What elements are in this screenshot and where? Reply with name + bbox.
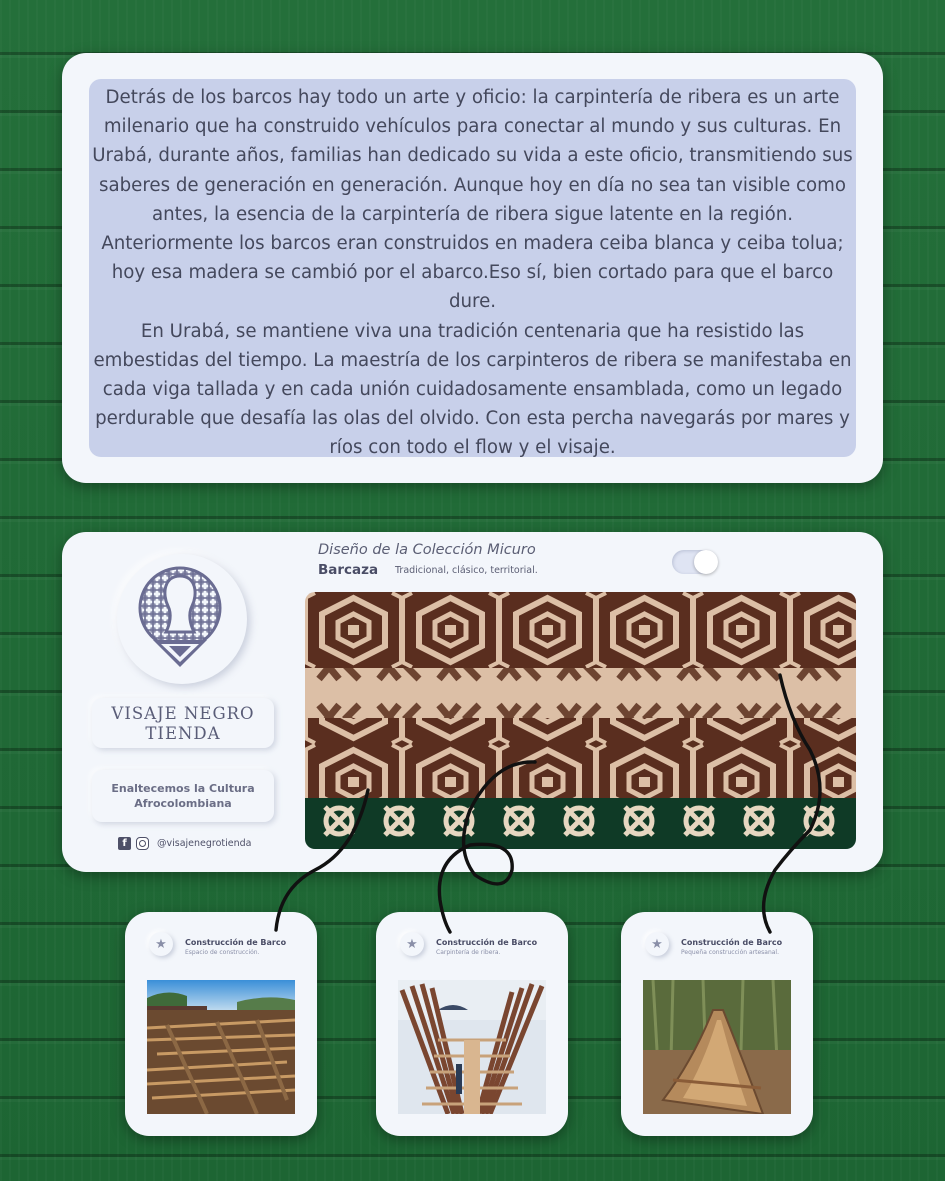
thumbnail-title: Construcción de Barco — [185, 938, 287, 947]
star-icon[interactable]: ★ — [149, 932, 173, 956]
thumbnail-subtitle: Pequeña construcción artesanal. — [681, 949, 779, 956]
social-links — [118, 837, 252, 850]
intro-paragraph-1: Detrás de los barcos hay todo un arte y oficio: la carpintería de ribera es un arte milenario que ha construido vehículos para conectar al mundo y sus culturas. En Urabá, durante años, familias han dedicado su vida a este oficio, transmitiendo sus saberes de generación en generación. Aunque hoy en día no sea tan visible como antes, la esencia de la carpintería de ribera sigue latente en la región. Anteriormente los barcos eran construidos en madera ceiba blanca y ceiba tolua; hoy esa madera se cambió por el abarco.Eso sí, bien cortado para que el barco dure. — [92, 87, 853, 313]
thumbnail-card-2[interactable] — [376, 912, 568, 1136]
thumbnail-subtitle: Espacio de construcción. — [185, 949, 260, 956]
intro-paragraph-2: En Urabá, se mantiene viva una tradición centenaria que ha resistido las embestidas del tiempo. La maestría de los carpinteros de ribera se manifestaba en cada viga tallada y en cada unión cuidadosamente ensamblada, como un legado perdurable que desafía las olas del olvido. Con esta percha navegarás por mares y ríos con todo el flow y el visaje. — [93, 320, 852, 459]
facebook-icon[interactable]: f — [118, 837, 131, 850]
thumbnail-card-3[interactable] — [621, 912, 813, 1136]
brand-name: VISAJE NEGRO TIENDA — [111, 704, 255, 743]
intro-card — [62, 53, 883, 483]
star-icon[interactable]: ★ — [645, 932, 669, 956]
collection-title: Diseño de la Colección Micuro — [318, 542, 536, 558]
tagline-box — [92, 770, 274, 822]
thumbnail-title: Construcción de Barco — [436, 938, 538, 947]
collection-card — [62, 532, 883, 872]
instagram-icon[interactable] — [136, 837, 149, 850]
canoe-photo — [643, 980, 791, 1114]
collection-toggle[interactable] — [672, 550, 718, 574]
brand-logo — [117, 554, 247, 684]
barcaza-pattern-image — [305, 592, 856, 849]
collection-name: Barcaza — [318, 562, 379, 578]
intro-text-panel — [89, 79, 856, 457]
thumbnail-title: Construcción de Barco — [681, 938, 783, 947]
social-handle[interactable]: @visajenegrotienda — [157, 838, 252, 849]
boat-frame-photo — [398, 980, 546, 1114]
visaje-negro-logo-icon — [117, 554, 247, 684]
thumbnail-card-1[interactable] — [125, 912, 317, 1136]
collection-description: Tradicional, clásico, territorial. — [395, 565, 538, 576]
brand-tagline: Enaltecemos la Cultura Afrocolombiana — [111, 782, 255, 810]
toggle-knob[interactable] — [694, 550, 718, 574]
boatyard-photo — [147, 980, 295, 1114]
thumbnail-subtitle: Carpintería de ribera. — [436, 949, 501, 956]
star-icon[interactable]: ★ — [400, 932, 424, 956]
brand-name-box — [92, 698, 274, 748]
